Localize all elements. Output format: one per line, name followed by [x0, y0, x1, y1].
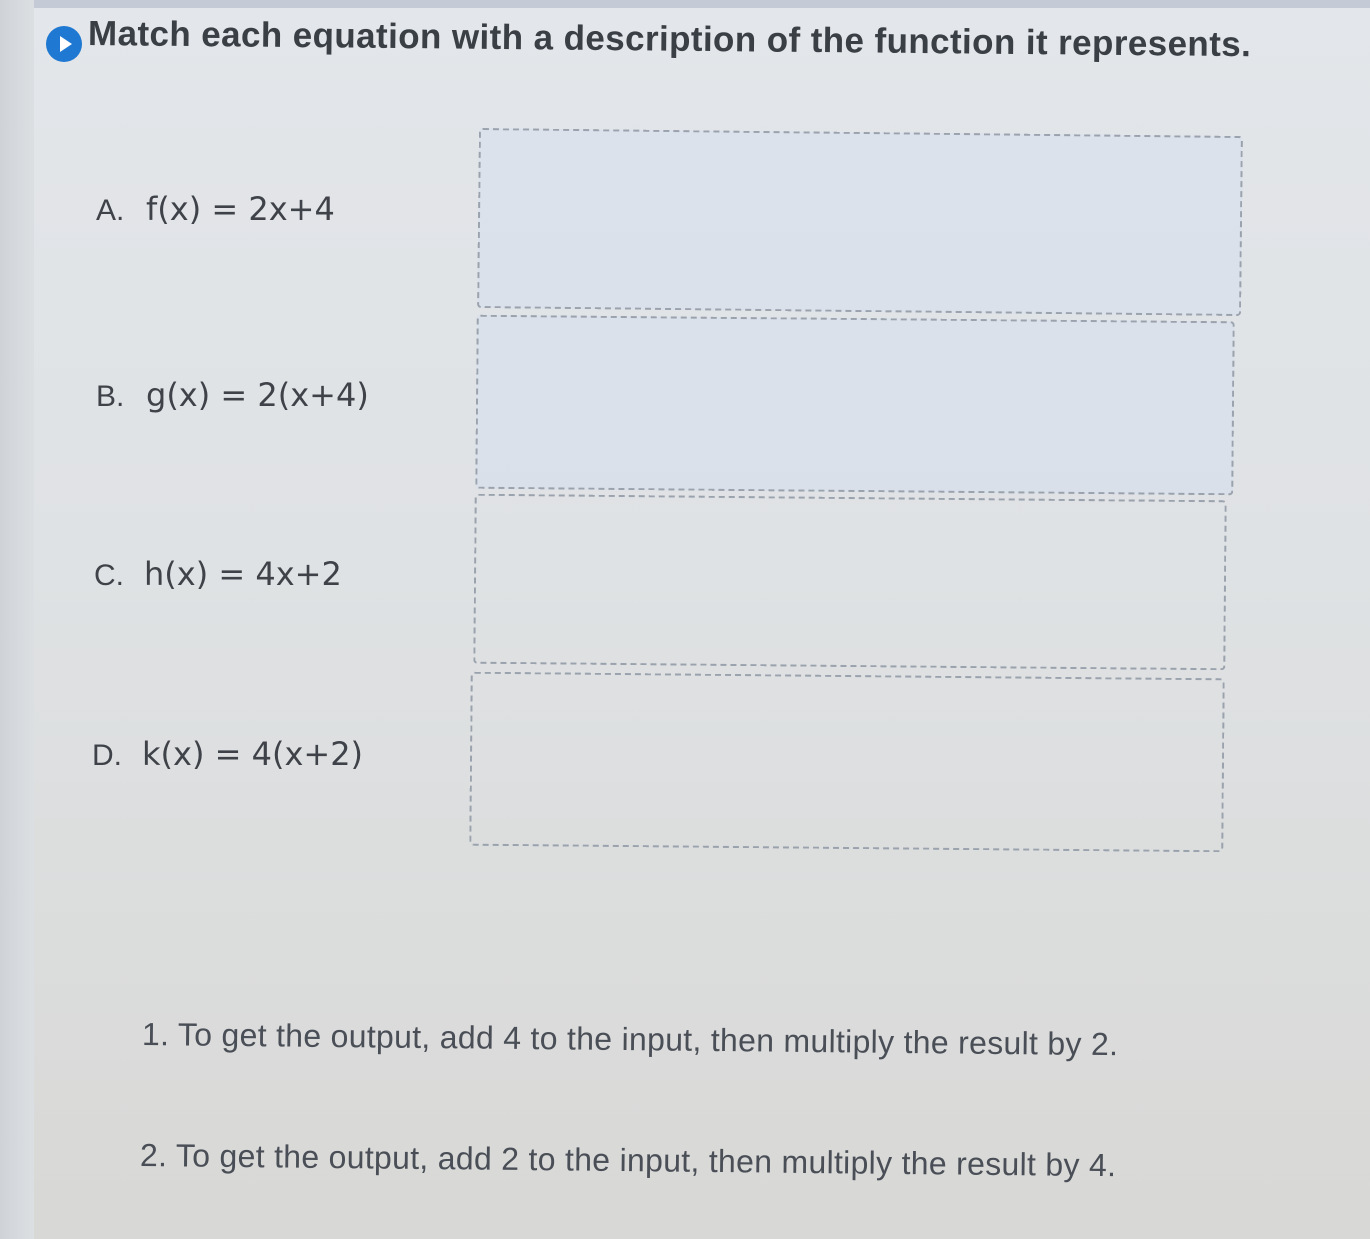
equation-b [96, 376, 369, 415]
equation-c-expression: h(x) = 4x+2 [144, 555, 342, 593]
drop-zone-c[interactable] [473, 494, 1226, 671]
equation-a [96, 190, 335, 229]
equation-c-letter: C. [94, 559, 124, 592]
equation-a-letter: A. [96, 194, 125, 227]
equation-a-expression: f(x) = 2x+4 [146, 190, 335, 228]
equation-d-letter: D. [92, 739, 122, 772]
equation-d-expression: k(x) = 4(x+2) [142, 735, 364, 773]
drop-zone-a[interactable] [477, 128, 1243, 316]
equation-c [94, 555, 342, 594]
screen-top-edge [0, 0, 1370, 8]
play-icon[interactable] [46, 26, 82, 62]
equation-d [92, 735, 363, 774]
screen-left-edge [0, 0, 34, 1239]
answer-option-1[interactable]: 1. To get the output, add 4 to the input, then multiply the result by 2. [141, 1016, 1119, 1063]
drop-zone-d[interactable] [469, 672, 1224, 853]
equation-b-expression: g(x) = 2(x+4) [146, 376, 369, 414]
equation-b-letter: B. [96, 380, 125, 413]
answer-option-2[interactable]: 2. To get the output, add 2 to the input, then multiply the result by 4. [139, 1137, 1117, 1184]
question-title: Match each equation with a description of the function it represents. [87, 14, 1252, 65]
drop-zone-b[interactable] [475, 315, 1234, 496]
